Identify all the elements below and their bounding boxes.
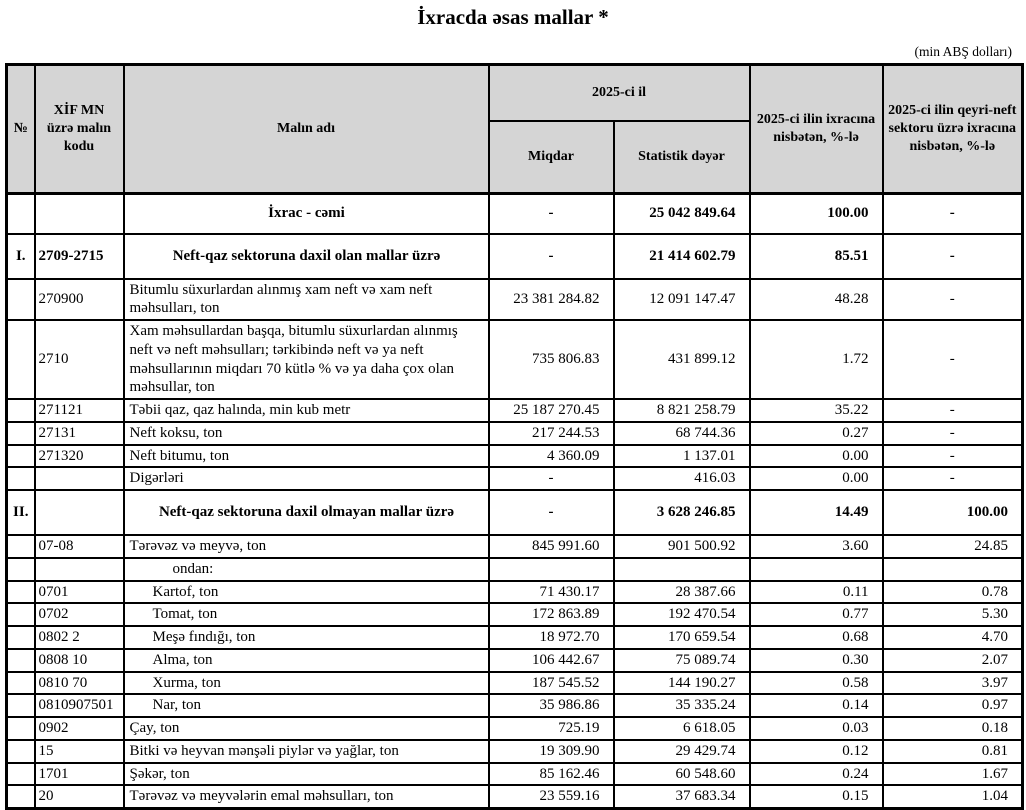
- cell-stat-value: 1 137.01: [614, 445, 750, 468]
- cell-share-nonoil: -: [883, 422, 1023, 445]
- cell-code: 2710: [35, 320, 124, 399]
- cell-stat-value: 3 628 246.85: [614, 490, 750, 535]
- cell-share-nonoil: 24.85: [883, 535, 1023, 558]
- cell-quantity: 23 381 284.82: [489, 279, 614, 321]
- cell-code: 271121: [35, 399, 124, 422]
- cell-name: Digərləri: [124, 467, 489, 490]
- cell-share-nonoil: -: [883, 194, 1023, 234]
- cell-no: [7, 649, 35, 672]
- cell-quantity: 35 986.86: [489, 694, 614, 717]
- table-row: [7, 320, 1023, 399]
- cell-code: [35, 558, 124, 581]
- cell-quantity: 23 559.16: [489, 785, 614, 808]
- cell-stat-value: 6 618.05: [614, 717, 750, 740]
- cell-code: [35, 490, 124, 535]
- cell-share-nonoil: 2.07: [883, 649, 1023, 672]
- cell-no: [7, 399, 35, 422]
- col-header-no: №: [7, 65, 35, 194]
- cell-share-total: 0.14: [750, 694, 883, 717]
- cell-share-total: 48.28: [750, 279, 883, 321]
- cell-share-total: 0.68: [750, 626, 883, 649]
- cell-share-total: 0.12: [750, 740, 883, 763]
- cell-name: ondan:: [124, 558, 489, 581]
- cell-code: 20: [35, 785, 124, 808]
- cell-quantity: 106 442.67: [489, 649, 614, 672]
- cell-share-total: 100.00: [750, 194, 883, 234]
- cell-name: Bitumlu süxurlardan alınmış xam neft və xam neft məhsulları, ton: [124, 279, 489, 321]
- cell-share-total: 0.27: [750, 422, 883, 445]
- cell-stat-value: 170 659.54: [614, 626, 750, 649]
- table-header: [7, 65, 1023, 194]
- cell-share-total: [750, 558, 883, 581]
- cell-code: 0902: [35, 717, 124, 740]
- table-row: [7, 717, 1023, 740]
- cell-no: [7, 626, 35, 649]
- header-row-top: [7, 65, 1023, 121]
- table-row: [7, 422, 1023, 445]
- table-row: [7, 490, 1023, 535]
- cell-no: [7, 717, 35, 740]
- table-row: [7, 558, 1023, 581]
- cell-share-total: 0.24: [750, 763, 883, 786]
- cell-share-nonoil: 1.67: [883, 763, 1023, 786]
- cell-share-nonoil: 0.81: [883, 740, 1023, 763]
- cell-code: 0810907501: [35, 694, 124, 717]
- unit-note: (min ABŞ dolları): [914, 44, 1012, 59]
- cell-code: 15: [35, 740, 124, 763]
- cell-code: 0802 2: [35, 626, 124, 649]
- cell-share-nonoil: -: [883, 445, 1023, 468]
- cell-share-total: 3.60: [750, 535, 883, 558]
- cell-quantity: 725.19: [489, 717, 614, 740]
- cell-name: Tomat, ton: [124, 603, 489, 626]
- col-header-share-nonoil: 2025-ci ilin qeyri-neft sektoru üzrə ixracına nisbətən, %-lə: [883, 65, 1023, 194]
- cell-quantity: 172 863.89: [489, 603, 614, 626]
- cell-quantity: 187 545.52: [489, 672, 614, 695]
- table-row: [7, 694, 1023, 717]
- col-header-share-total: 2025-ci ilin ixracına nisbətən, %-lə: [750, 65, 883, 194]
- exports-table: [5, 63, 1024, 810]
- cell-stat-value: 37 683.34: [614, 785, 750, 808]
- cell-share-total: 0.15: [750, 785, 883, 808]
- cell-no: [7, 785, 35, 808]
- cell-no: [7, 279, 35, 321]
- cell-name: Kartof, ton: [124, 581, 489, 604]
- cell-code: 0810 70: [35, 672, 124, 695]
- cell-share-total: 0.00: [750, 445, 883, 468]
- cell-stat-value: 35 335.24: [614, 694, 750, 717]
- cell-code: 1701: [35, 763, 124, 786]
- cell-quantity: -: [489, 234, 614, 279]
- cell-share-total: 85.51: [750, 234, 883, 279]
- cell-share-total: 0.77: [750, 603, 883, 626]
- table-row: [7, 763, 1023, 786]
- cell-code: [35, 194, 124, 234]
- table-row: [7, 672, 1023, 695]
- cell-code: 0702: [35, 603, 124, 626]
- cell-no: [7, 535, 35, 558]
- cell-quantity: -: [489, 467, 614, 490]
- cell-stat-value: 25 042 849.64: [614, 194, 750, 234]
- table-row: [7, 535, 1023, 558]
- cell-stat-value: 8 821 258.79: [614, 399, 750, 422]
- cell-name: Təbii qaz, qaz halında, min kub metr: [124, 399, 489, 422]
- cell-share-nonoil: 0.97: [883, 694, 1023, 717]
- cell-no: II.: [7, 490, 35, 535]
- cell-name: Alma, ton: [124, 649, 489, 672]
- cell-no: [7, 694, 35, 717]
- table-row: [7, 626, 1023, 649]
- table-row: [7, 467, 1023, 490]
- col-header-year-group: 2025-ci il: [489, 65, 750, 121]
- col-header-name: Malın adı: [124, 65, 489, 194]
- cell-quantity: 71 430.17: [489, 581, 614, 604]
- page-title: İxracda əsas mallar *: [417, 5, 609, 29]
- cell-share-total: 0.30: [750, 649, 883, 672]
- cell-share-nonoil: 5.30: [883, 603, 1023, 626]
- col-header-stat-value: Statistik dəyər: [614, 121, 750, 194]
- table-row: [7, 194, 1023, 234]
- cell-stat-value: 416.03: [614, 467, 750, 490]
- col-header-quantity: Miqdar: [489, 121, 614, 194]
- cell-stat-value: 75 089.74: [614, 649, 750, 672]
- cell-share-total: 0.58: [750, 672, 883, 695]
- table-row: [7, 603, 1023, 626]
- cell-quantity: [489, 558, 614, 581]
- cell-share-nonoil: -: [883, 234, 1023, 279]
- cell-name: Neft-qaz sektoruna daxil olan mallar üzrə: [124, 234, 489, 279]
- cell-quantity: 4 360.09: [489, 445, 614, 468]
- cell-share-nonoil: 0.18: [883, 717, 1023, 740]
- table-row: [7, 445, 1023, 468]
- table-row: [7, 234, 1023, 279]
- cell-share-nonoil: 0.78: [883, 581, 1023, 604]
- cell-stat-value: 901 500.92: [614, 535, 750, 558]
- cell-name: İxrac - cəmi: [124, 194, 489, 234]
- cell-share-total: 35.22: [750, 399, 883, 422]
- cell-quantity: 19 309.90: [489, 740, 614, 763]
- cell-stat-value: 21 414 602.79: [614, 234, 750, 279]
- cell-code: 27131: [35, 422, 124, 445]
- cell-name: Neft bitumu, ton: [124, 445, 489, 468]
- table-row: [7, 581, 1023, 604]
- cell-share-nonoil: 1.04: [883, 785, 1023, 808]
- cell-code: 07-08: [35, 535, 124, 558]
- cell-name: Neft koksu, ton: [124, 422, 489, 445]
- cell-name: Tərəvəz və meyvə, ton: [124, 535, 489, 558]
- cell-quantity: 735 806.83: [489, 320, 614, 399]
- cell-share-nonoil: -: [883, 279, 1023, 321]
- cell-quantity: -: [489, 194, 614, 234]
- cell-no: [7, 558, 35, 581]
- table-row: [7, 740, 1023, 763]
- cell-share-nonoil: 3.97: [883, 672, 1023, 695]
- cell-no: I.: [7, 234, 35, 279]
- cell-share-total: 0.00: [750, 467, 883, 490]
- cell-no: [7, 763, 35, 786]
- cell-quantity: 845 991.60: [489, 535, 614, 558]
- cell-stat-value: 29 429.74: [614, 740, 750, 763]
- cell-no: [7, 740, 35, 763]
- table-row: [7, 649, 1023, 672]
- cell-name: Çay, ton: [124, 717, 489, 740]
- cell-quantity: -: [489, 490, 614, 535]
- cell-code: 0701: [35, 581, 124, 604]
- cell-name: Neft-qaz sektoruna daxil olmayan mallar üzrə: [124, 490, 489, 535]
- table-row: [7, 279, 1023, 321]
- cell-share-total: 14.49: [750, 490, 883, 535]
- cell-stat-value: 68 744.36: [614, 422, 750, 445]
- cell-share-nonoil: -: [883, 467, 1023, 490]
- cell-share-nonoil: -: [883, 399, 1023, 422]
- cell-no: [7, 422, 35, 445]
- col-header-code: XİF MN üzrə malın kodu: [35, 65, 124, 194]
- cell-name: Bitki və heyvan mənşəli piylər və yağlar, ton: [124, 740, 489, 763]
- cell-share-nonoil: 4.70: [883, 626, 1023, 649]
- cell-no: [7, 581, 35, 604]
- cell-code: 0808 10: [35, 649, 124, 672]
- table-row: [7, 785, 1023, 808]
- cell-stat-value: 60 548.60: [614, 763, 750, 786]
- cell-name: Şəkər, ton: [124, 763, 489, 786]
- cell-share-nonoil: 100.00: [883, 490, 1023, 535]
- cell-stat-value: 431 899.12: [614, 320, 750, 399]
- table-row: [7, 399, 1023, 422]
- cell-no: [7, 603, 35, 626]
- cell-quantity: 85 162.46: [489, 763, 614, 786]
- cell-stat-value: 28 387.66: [614, 581, 750, 604]
- cell-no: [7, 445, 35, 468]
- cell-no: [7, 467, 35, 490]
- cell-name: Xam məhsullardan başqa, bitumlu süxurlardan alınmış neft və neft məhsulları; tərkibində neft və ya neft məhsullarının miqdarı 70 kütlə % və ya daha çox olan məhsullar, ton: [124, 320, 489, 399]
- cell-no: [7, 672, 35, 695]
- cell-quantity: 217 244.53: [489, 422, 614, 445]
- cell-share-total: 0.03: [750, 717, 883, 740]
- cell-share-total: 0.11: [750, 581, 883, 604]
- cell-name: Xurma, ton: [124, 672, 489, 695]
- cell-no: [7, 194, 35, 234]
- cell-name: Nar, ton: [124, 694, 489, 717]
- cell-stat-value: 192 470.54: [614, 603, 750, 626]
- table-body: [7, 194, 1023, 809]
- cell-code: 271320: [35, 445, 124, 468]
- cell-stat-value: 144 190.27: [614, 672, 750, 695]
- cell-quantity: 18 972.70: [489, 626, 614, 649]
- cell-share-nonoil: [883, 558, 1023, 581]
- cell-name: Tərəvəz və meyvələrin emal məhsulları, ton: [124, 785, 489, 808]
- cell-name: Meşə fındığı, ton: [124, 626, 489, 649]
- cell-quantity: 25 187 270.45: [489, 399, 614, 422]
- cell-share-nonoil: -: [883, 320, 1023, 399]
- cell-stat-value: 12 091 147.47: [614, 279, 750, 321]
- cell-code: [35, 467, 124, 490]
- cell-share-total: 1.72: [750, 320, 883, 399]
- cell-code: 2709-2715: [35, 234, 124, 279]
- cell-code: 270900: [35, 279, 124, 321]
- cell-no: [7, 320, 35, 399]
- cell-stat-value: [614, 558, 750, 581]
